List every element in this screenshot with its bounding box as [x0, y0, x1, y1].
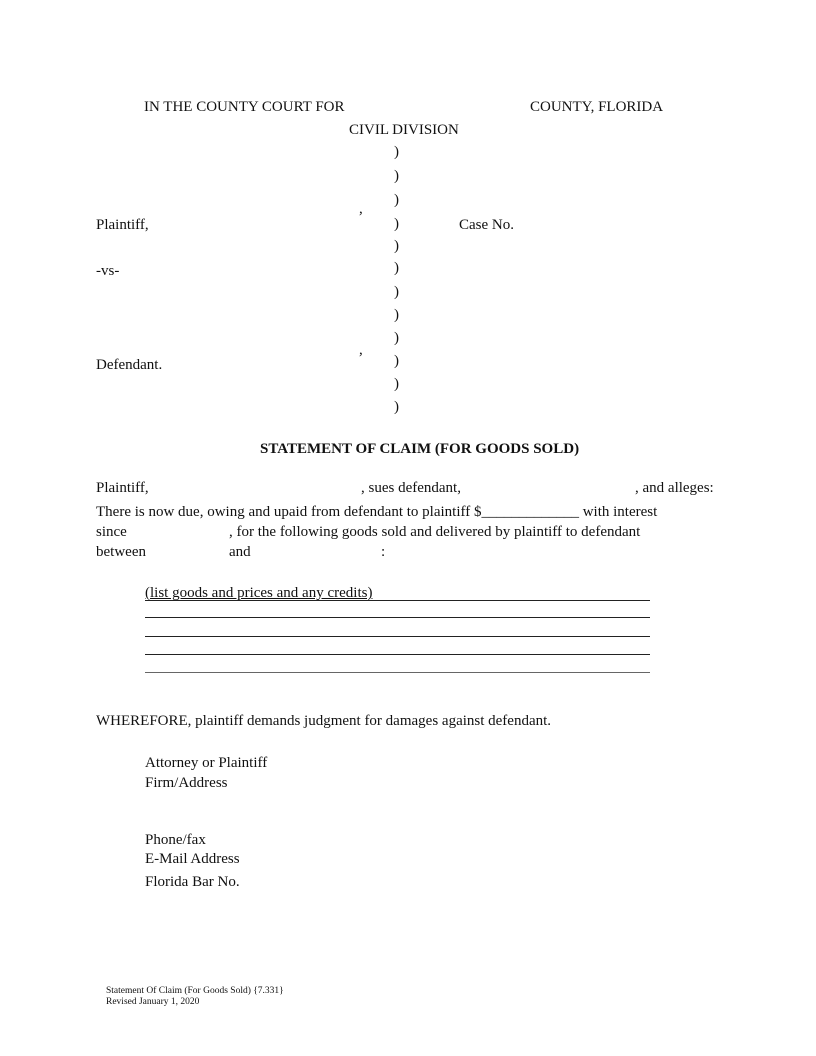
body-between-label: between — [96, 544, 146, 560]
goods-list-line[interactable] — [145, 617, 650, 618]
body-amount-line — [96, 503, 657, 521]
vs-label: -vs- — [96, 263, 120, 279]
body-goods-sold-text: , for the following goods sold and delivered by plaintiff to defendant — [229, 524, 641, 540]
caption-paren: ) — [394, 353, 399, 369]
caption-paren: ) — [394, 192, 399, 208]
caption-paren: ) — [394, 376, 399, 392]
goods-list-line[interactable] — [145, 654, 650, 655]
body-plaintiff-label: Plaintiff, — [96, 480, 149, 496]
court-heading: IN THE COUNTY COURT FOR — [144, 99, 345, 115]
body-colon: : — [381, 544, 386, 560]
goods-list-line[interactable] — [145, 600, 650, 601]
signature-firm: Firm/Address — [145, 775, 228, 791]
body-amount-text: There is now due, owing and upaid from defendant to plaintiff $ — [96, 504, 482, 520]
caption-paren: ) — [394, 260, 399, 276]
goods-list-line[interactable] — [145, 636, 650, 637]
body-and-alleges: , and alleges: — [635, 480, 714, 496]
goods-list-instruction: (list goods and prices and any credits) — [145, 585, 373, 601]
body-interest-text: with interest — [582, 504, 658, 520]
footer-form-name: Statement Of Claim (For Goods Sold) {7.331} — [106, 986, 284, 996]
body-and-label: and — [229, 544, 251, 560]
signature-email: E-Mail Address — [145, 851, 240, 867]
defendant-name-comma: , — [359, 342, 363, 358]
caption-paren: ) — [394, 399, 399, 415]
signature-attorney: Attorney or Plaintiff — [145, 755, 268, 771]
case-no-label: Case No. — [459, 217, 514, 233]
defendant-label: Defendant. — [96, 357, 163, 373]
caption-paren: ) — [394, 168, 399, 184]
plaintiff-name-comma: , — [359, 201, 363, 217]
plaintiff-label: Plaintiff, — [96, 217, 149, 233]
document-title: STATEMENT OF CLAIM (FOR GOODS SOLD) — [260, 441, 580, 457]
caption-paren: ) — [394, 284, 399, 300]
caption-paren: ) — [394, 238, 399, 254]
wherefore-clause: WHEREFORE, plaintiff demands judgment for damages against defendant. — [96, 713, 552, 729]
caption-paren: ) — [394, 216, 399, 232]
division-heading: CIVIL DIVISION — [349, 122, 459, 138]
caption-paren: ) — [394, 330, 399, 346]
footer-revised: Revised January 1, 2020 — [106, 997, 200, 1007]
caption-paren: ) — [394, 144, 399, 160]
body-since-label: since — [96, 524, 127, 540]
amount-blank[interactable]: _____________ — [481, 504, 579, 520]
signature-bar-no: Florida Bar No. — [145, 874, 240, 890]
signature-phone: Phone/fax — [145, 832, 206, 848]
body-sues-defendant: , sues defendant, — [361, 480, 461, 496]
county-heading: COUNTY, FLORIDA — [530, 99, 664, 115]
caption-paren: ) — [394, 307, 399, 323]
goods-list-line[interactable] — [145, 672, 650, 673]
